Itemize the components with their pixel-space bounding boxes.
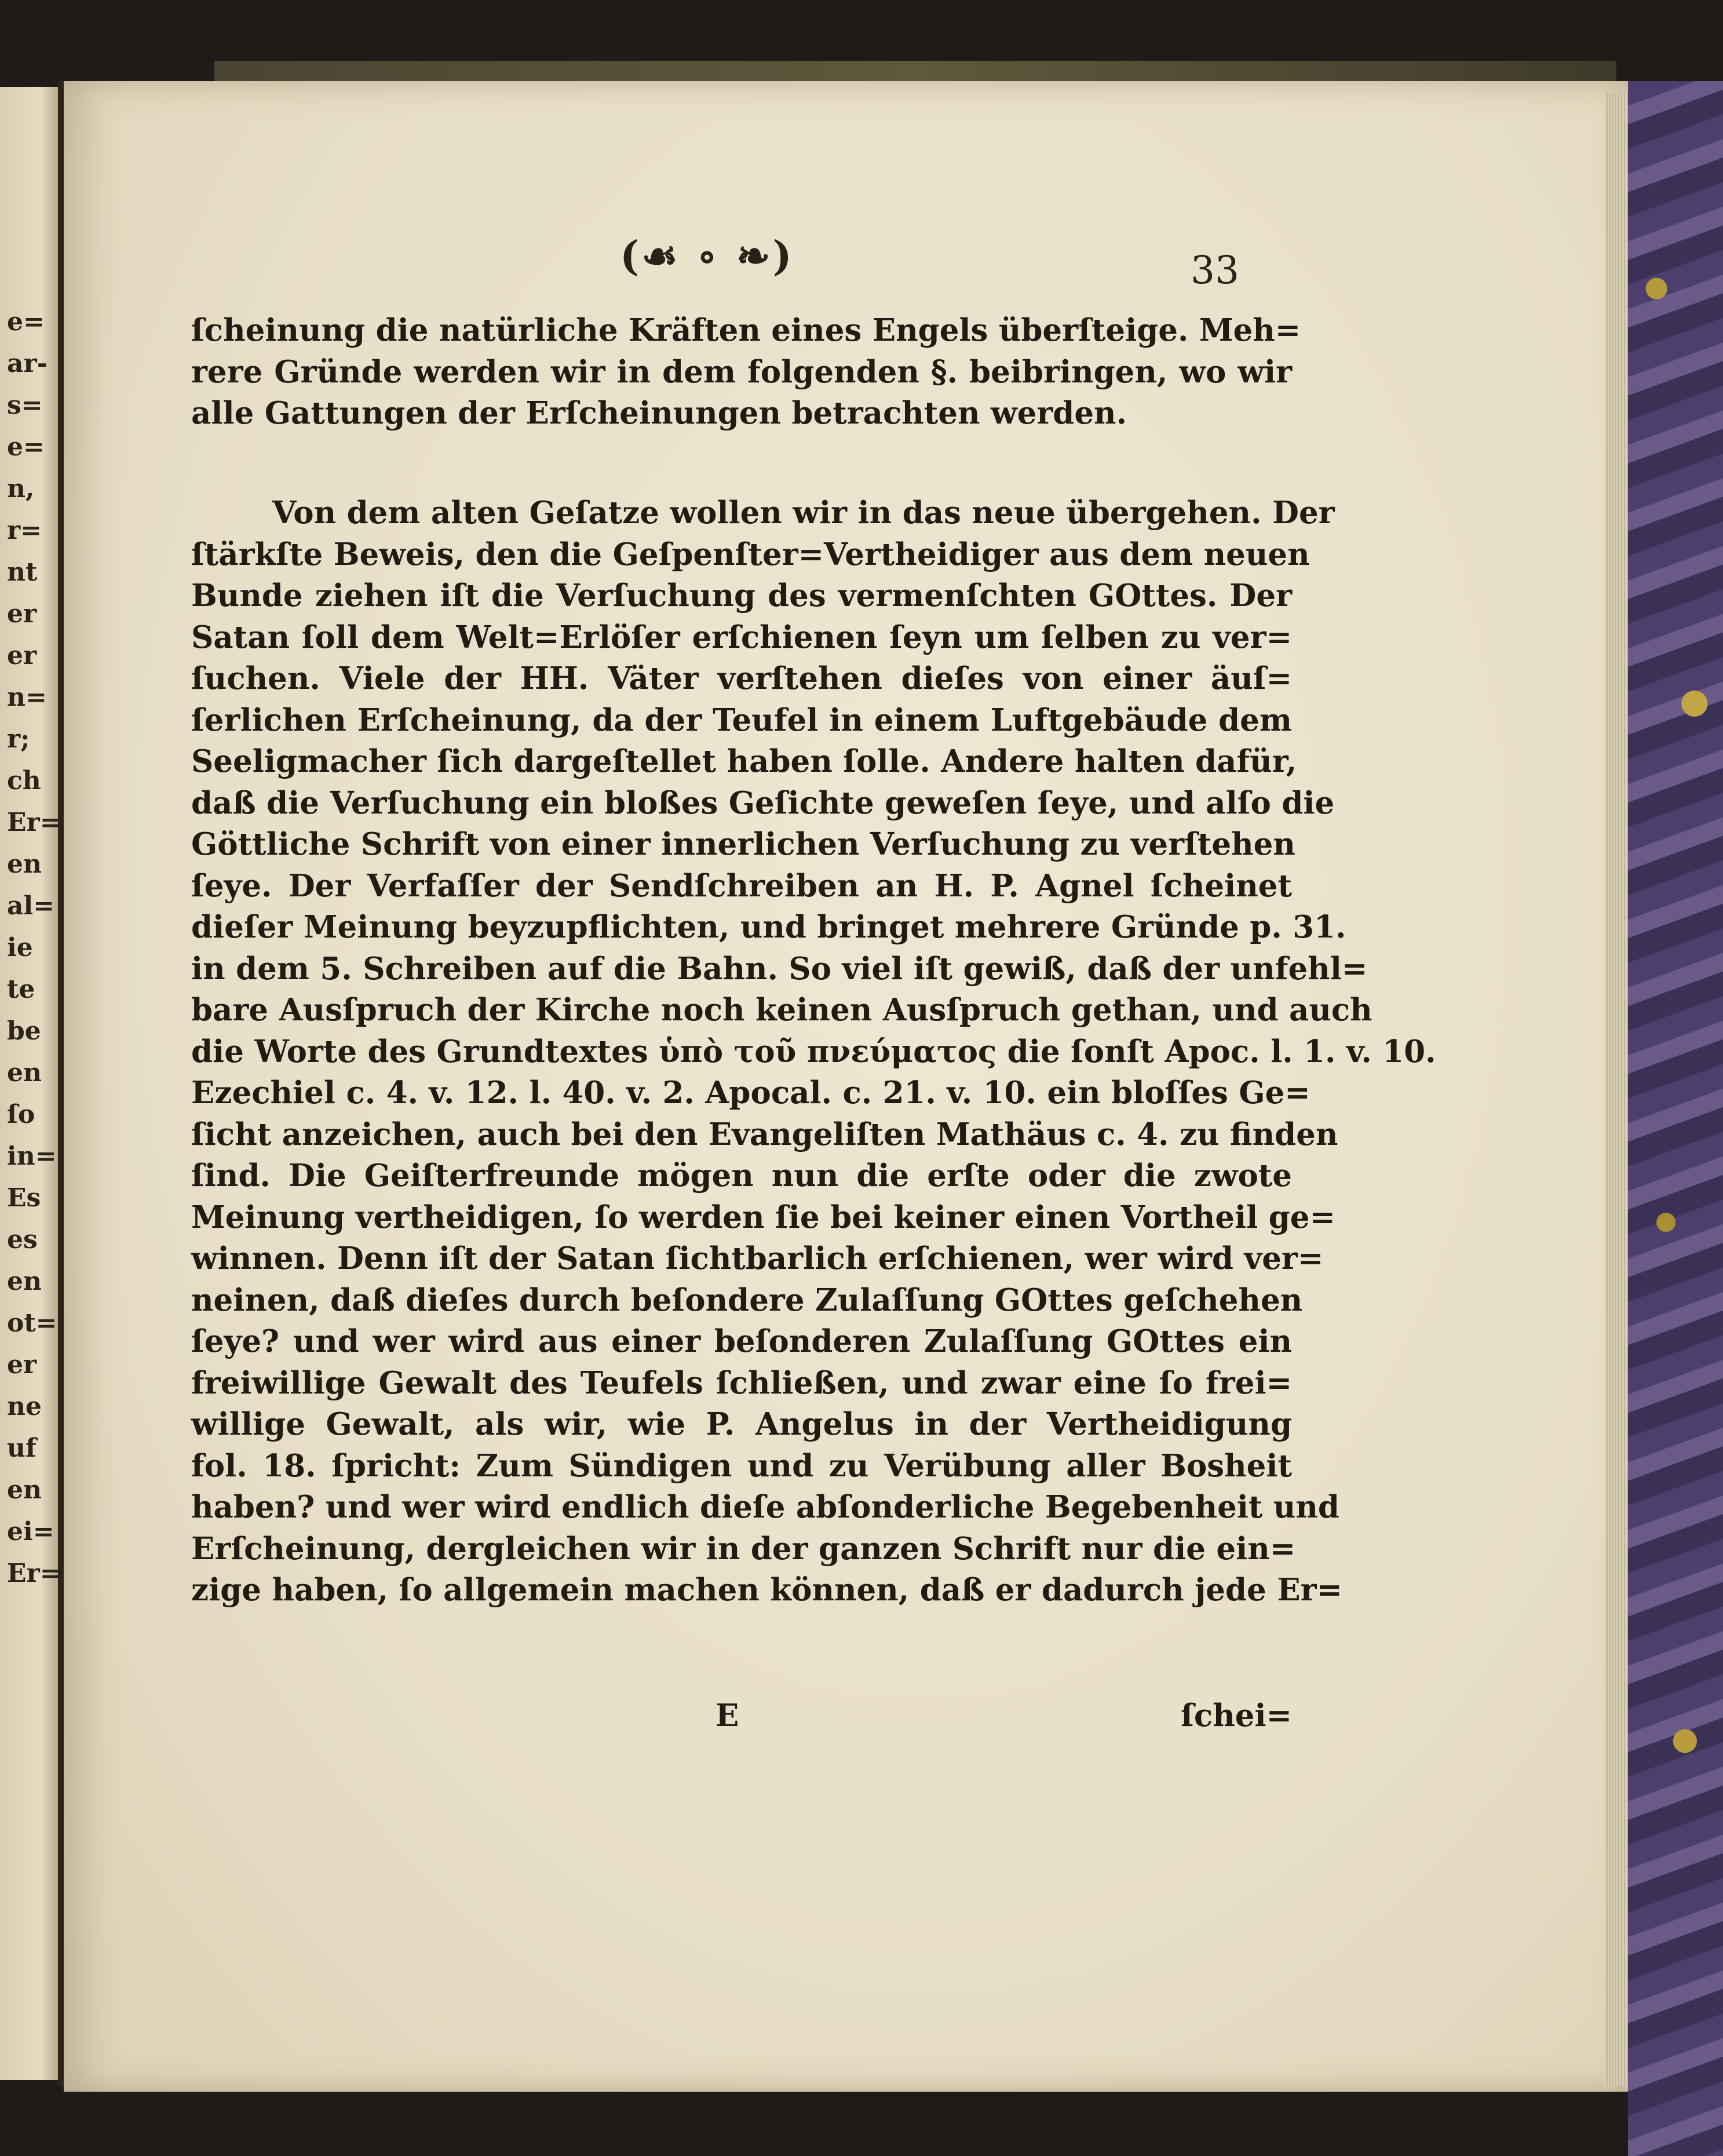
text-line: in dem 5. Schreiben auf die Bahn. So viel iſt gewiß, daß der unfehl= xyxy=(191,950,1368,987)
left-page-fragment: Es xyxy=(7,1183,41,1213)
left-page-fragment: en xyxy=(7,849,42,879)
left-page-fragment: ei= xyxy=(7,1517,54,1546)
left-page-fragment: er xyxy=(7,599,37,629)
left-page-fragment: e= xyxy=(7,432,45,462)
catchword: ſchei= xyxy=(1181,1698,1292,1734)
running-head-ornament: (☙ ∘ ❧) xyxy=(620,232,794,280)
left-page-fragment: al= xyxy=(7,891,55,921)
signature-line xyxy=(191,1698,1292,1739)
text-line: alle Gattungen der Erſcheinungen betrachten werden. xyxy=(191,395,1127,431)
left-page-fragment: er xyxy=(7,641,37,670)
text-line: Seeligmacher ſich dargeſtellet haben ſolle. Andere halten dafür, xyxy=(191,743,1297,779)
text-line: Ezechiel c. 4. v. 12. l. 40. v. 2. Apocal. c. 21. v. 10. ein bloſſes Ge= xyxy=(191,1075,1310,1111)
left-page-fragment: es xyxy=(7,1225,38,1254)
signature-mark: E xyxy=(716,1698,739,1734)
text-line: Bunde ziehen iſt die Verſuchung des vermenſchten GOttes. Der xyxy=(191,578,1292,614)
left-page-fragment: be xyxy=(7,1016,41,1046)
text-line: rere Gründe werden wir in dem folgenden §. beibringen, wo wir xyxy=(191,353,1292,390)
text-line: Satan ſoll dem Welt=Erlöſer erſchienen ſeyn um ſelben zu ver= xyxy=(191,619,1292,655)
text-line: ſerlichen Erſcheinung, da der Teufel in einem Luftgebäude dem xyxy=(191,702,1292,738)
marbled-cover-edge xyxy=(1628,81,1723,2156)
text-line: ſeye? und wer wird aus einer beſonderen Zulaſſung GOttes ein xyxy=(191,1323,1292,1359)
left-page-fragment: nt xyxy=(7,557,38,587)
text-line: die Worte des Grundtextes ὑπὸ τοῦ πνεύματος die ſonſt Apoc. l. 1. v. 10. xyxy=(191,1033,1436,1070)
gutter xyxy=(58,81,64,2086)
paragraph-1 xyxy=(191,310,1301,435)
text-line: bare Ausſpruch der Kirche noch keinen Ausſpruch gethan, und auch xyxy=(191,992,1372,1028)
left-page-fragment: r; xyxy=(7,724,30,754)
text-line: ſind. Die Geiſterfreunde mögen nun die erſte oder die zwote xyxy=(191,1158,1292,1194)
left-page-fragment: Er= xyxy=(7,1559,61,1588)
paragraph-2 xyxy=(191,493,1436,1611)
text-line: freiwillige Gewalt des Teufels ſchließen, und zwar eine ſo frei= xyxy=(191,1365,1292,1401)
text-line: fol. 18. ſpricht: Zum Sündigen und zu Verübung aller Bosheit xyxy=(191,1447,1292,1484)
left-page-fragment: en xyxy=(7,1475,42,1505)
left-page-fragment: ſo xyxy=(7,1100,35,1129)
left-page-fragment: uf xyxy=(7,1433,36,1463)
text-line: Göttliche Schrift von einer innerlichen Verſuchung zu verſtehen xyxy=(191,826,1295,862)
left-page-fragment: in= xyxy=(7,1141,57,1171)
left-page-fragment: s= xyxy=(7,391,43,420)
text-line: haben? und wer wird endlich dieſe abſonderliche Begebenheit und xyxy=(191,1489,1339,1525)
text-line: daß die Verſuchung ein bloßes Geſichte geweſen ſeye, und alſo die xyxy=(191,785,1335,821)
left-page-fragment: ot= xyxy=(7,1308,57,1338)
left-page-fragment: ie xyxy=(7,933,33,962)
left-page-fragment: n= xyxy=(7,683,47,712)
text-line: ſicht anzeichen, auch bei den Evangeliſten Mathäus c. 4. zu finden xyxy=(191,1116,1338,1152)
left-page-fragment: ch xyxy=(7,766,41,796)
left-page-fragment: er xyxy=(7,1350,37,1380)
text-line: zige haben, ſo allgemein machen können, daß er dadurch jede Er= xyxy=(191,1572,1342,1608)
left-page-fragment: ne xyxy=(7,1392,42,1421)
text-line: dieſer Meinung beyzupflichten, und bringet mehrere Gründe p. 31. xyxy=(191,909,1346,945)
left-page-fragment: n, xyxy=(7,474,35,504)
left-page-fragment: Er= xyxy=(7,808,61,837)
page-edges xyxy=(1605,93,1628,2086)
text-line: ſeye. Der Verfaſſer der Sendſchreiben an H. P. Agnel ſcheinet xyxy=(191,867,1292,904)
text-line: ſuchen. Viele der HH. Väter verſtehen dieſes von einer äuſ= xyxy=(191,661,1292,696)
page-number: 33 xyxy=(1191,248,1239,293)
text-line: neinen, daß dieſes durch beſondere Zulaſſung GOttes geſchehen xyxy=(191,1282,1303,1318)
text-line: Von dem alten Geſatze wollen wir in das neue übergehen. Der xyxy=(272,495,1335,531)
text-line: Meinung vertheidigen, ſo werden ſie bei keiner einen Vortheil ge= xyxy=(191,1199,1335,1235)
text-line: Erſcheinung, dergleichen wir in der ganzen Schrift nur die ein= xyxy=(191,1530,1296,1567)
left-page-fragment: e= xyxy=(7,307,45,337)
text-line: winnen. Denn iſt der Satan ſichtbarlich erſchienen, wer wird ver= xyxy=(191,1241,1324,1276)
text-line: willige Gewalt, als wir, wie P. Angelus in der Vertheidigung xyxy=(191,1406,1292,1442)
text-line: ſcheinung die natürliche Kräften eines Engels überſteige. Meh= xyxy=(191,312,1301,348)
left-page-fragment: en xyxy=(7,1058,42,1088)
left-page-fragment: r= xyxy=(7,516,42,545)
text-line: ſtärkſte Beweis, den die Geſpenſter=Vertheidiger aus dem neuen xyxy=(191,536,1310,572)
left-page-fragment: ar- xyxy=(7,349,48,378)
left-page-fragment: te xyxy=(7,975,35,1004)
left-page-fragment: en xyxy=(7,1267,42,1296)
